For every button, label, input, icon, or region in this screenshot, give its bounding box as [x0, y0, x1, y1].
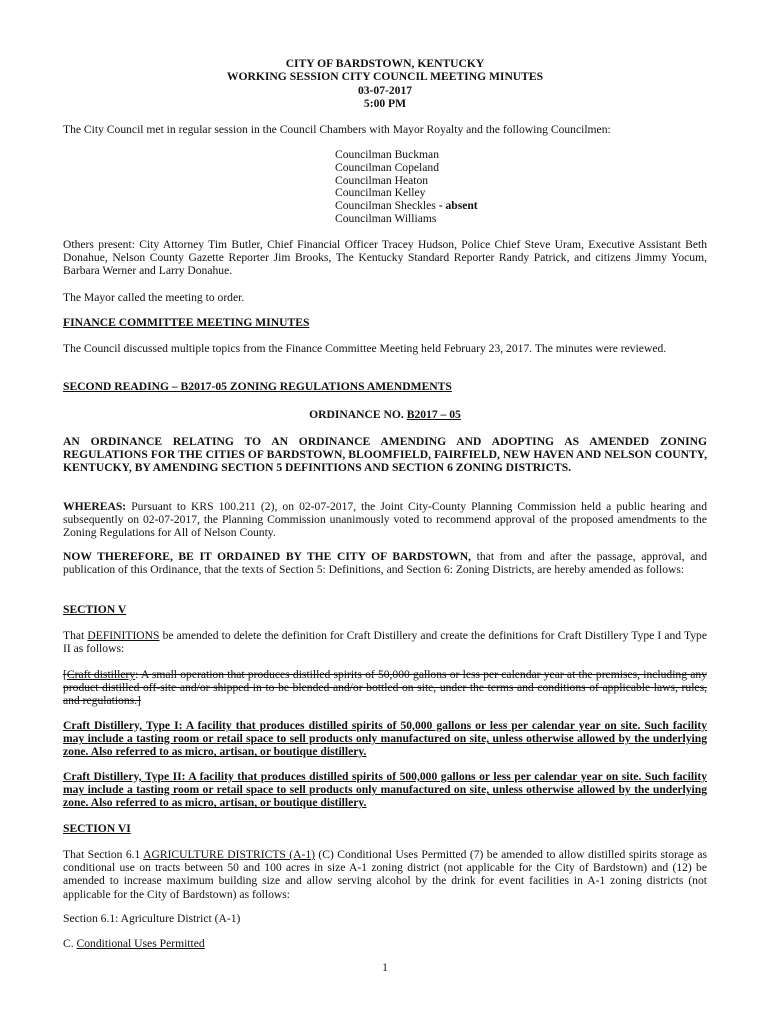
- item-prefix: C.: [63, 937, 77, 950]
- header-time: 5:00 PM: [363, 97, 407, 111]
- ordinance-number-value: B2017 – 05: [406, 408, 461, 421]
- section-v-post: be amended to delete the definition for Craft Distillery and create the definitions for Craft Distillery Type I and Type II as follows:: [63, 629, 707, 656]
- ordinance-title: AN ORDINANCE RELATING TO AN ORDINANCE AMENDING AND ADOPTING AS AMENDED ZONING REGULATIONS FOR THE CITIES OF BARDSTOWN, BLOOMFIELD, FAIRFIELD, NEW HAVEN AND NELSON COUNTY, KENTUCKY, BY AMENDING SECTION 5 DEFINITIONS AND SECTION 6 ZONING DISTRICTS.: [63, 435, 707, 475]
- whereas-text: Pursuant to KRS 100.211 (2), on 02-07-2017, the Joint City-County Planning Commission held a public hearing and subsequently on 02-07-2017, the Planning Commission unanimously voted to recommend approval of the proposed amendments to the Zoning Regulations for All of Nelson County.: [63, 500, 707, 540]
- definitions-reference: DEFINITIONS: [87, 629, 160, 642]
- document-header: [0, 57, 770, 111]
- section-vi-post: (C) Conditional Uses Permitted (7) be amended to allow distilled spirits storage as conditional use on tracts between 50 and 100 acres in size A-1 zoning district (not applicable for the City of Bardstown) and (12) be amended to increase maximum building size and allow serving alcohol by the drink for event facilities in A-1 zoning districts (not applicable for the City of Bardstown) as follows:: [63, 848, 707, 901]
- finance-heading: FINANCE COMMITTEE MEETING MINUTES: [63, 316, 310, 329]
- finance-body: The Council discussed multiple topics from the Finance Committee Meeting held February 23, 2017. The minutes were reviewed.: [63, 342, 667, 355]
- council-member: Councilman Kelley: [335, 186, 426, 200]
- header-title: WORKING SESSION CITY COUNCIL MEETING MINUTES: [226, 70, 544, 84]
- ordinance-prefix: ORDINANCE NO.: [309, 408, 407, 421]
- others-present-paragraph: Others present: City Attorney Tim Butler, Chief Financial Officer Tracey Hudson, Police Chief Steve Uram, Executive Assistant Beth Donahue, Nelson County Gazette Reporter Jim Brooks, The Kentucky Standard Reporter Randy Patrick, and citizens Jimmy Yocum, Barbara Werner and Larry Donahue.: [63, 238, 707, 278]
- intro-paragraph: The City Council met in regular session in the Council Chambers with Mayor Royalty and the following Councilmen:: [63, 123, 611, 136]
- whereas-paragraph: [63, 500, 707, 540]
- deleted-text: : A small operation that produces distilled spirits of 50,000 gallons or less per calendar year at the premises, including any product distilled off-site and/or shipped in to be blended and/or bottled on site, under the terms and conditions of applicable laws, rules, and regulations.]: [63, 668, 707, 708]
- whereas-label: WHEREAS:: [63, 500, 127, 513]
- council-member: Councilman Buckman: [335, 148, 440, 161]
- section-subheading: Section 6.1: Agriculture District (A-1): [63, 912, 241, 925]
- header-city: CITY OF BARDSTOWN, KENTUCKY: [285, 57, 485, 70]
- call-to-order: The Mayor called the meeting to order.: [63, 291, 245, 304]
- council-member: Councilman Williams: [335, 211, 437, 225]
- council-member: Councilman Heaton: [335, 173, 429, 187]
- deleted-definition: [63, 668, 707, 708]
- section-v-pre: That: [63, 629, 88, 642]
- deleted-open-bracket: [: [63, 668, 67, 681]
- council-member-name: Councilman Sheckles: [335, 199, 436, 213]
- section-vi-pre: That Section 6.1: [63, 848, 144, 861]
- now-therefore-paragraph: [63, 550, 707, 576]
- now-therefore-text: that from and after the passage, approval, and publication of this Ordinance, that the texts of Section 5: Definitions, and Section 6: Zoning Districts, are hereby amended as follows:: [63, 550, 707, 577]
- council-list: [335, 148, 478, 225]
- header-date: 03-07-2017: [357, 83, 413, 97]
- page-number: 1: [382, 961, 388, 974]
- conditional-uses-item: [63, 937, 707, 950]
- definition-type-two: Craft Distillery, Type II: A facility that produces distilled spirits of 500,000 gallons or less per calendar year on site. Such facility may include a tasting room or retail space to sell products only manufactured on site, unless otherwise allowed by the underlying zone. Also referred to as micro, artisan, or boutique distillery.: [63, 770, 707, 810]
- absent-note: - absent: [435, 199, 478, 213]
- second-reading-heading: SECOND READING – B2017-05 ZONING REGULATIONS AMENDMENTS: [63, 380, 452, 393]
- council-member: [335, 199, 478, 212]
- ordinance-number: [63, 408, 707, 421]
- section-v-heading: SECTION V: [63, 603, 127, 616]
- deleted-term: Craft distillery: [66, 668, 136, 681]
- section-vi-heading: SECTION VI: [63, 822, 131, 835]
- agriculture-districts-reference: AGRICULTURE DISTRICTS (A-1): [143, 848, 316, 861]
- conditional-uses-label: Conditional Uses Permitted: [76, 937, 205, 950]
- council-member: Councilman Copeland: [335, 160, 440, 174]
- definition-type-one: Craft Distillery, Type I: A facility that produces distilled spirits of 50,000 gallons or less per calendar year on site. Such facility may include a tasting room or retail space to sell products only manufactured on site, unless otherwise allowed by the underlying zone. Also referred to as micro, artisan, or boutique distillery.: [63, 719, 707, 759]
- section-v-intro: [63, 629, 707, 655]
- section-vi-paragraph: [63, 848, 707, 901]
- now-therefore-label: NOW THEREFORE, BE IT ORDAINED BY THE CITY OF BARDSTOWN,: [63, 550, 472, 563]
